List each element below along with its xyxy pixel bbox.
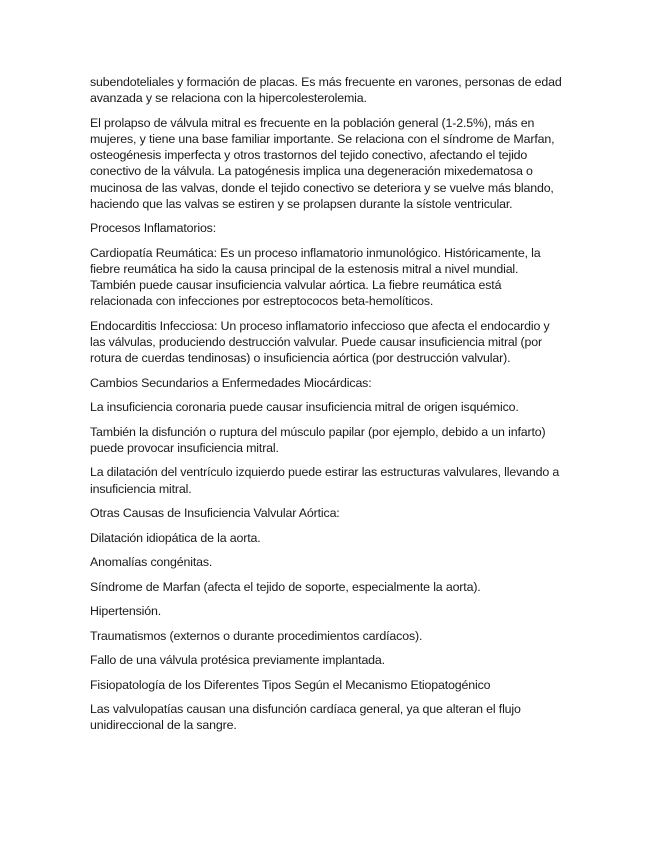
paragraph-insuficiencia-coronaria: La insuficiencia coronaria puede causar insuficiencia mitral de origen isquémico. bbox=[90, 400, 519, 415]
paragraph-placas: subendoteliales y formación de placas. Es más frecuente en varones, personas de edad avanzada y se relaciona con la hipercolesterolemia. bbox=[90, 75, 562, 106]
list-item-anomalias: Anomalías congénitas. bbox=[90, 555, 213, 570]
heading-fisiopatologia: Fisiopatología de los Diferentes Tipos Según el Mecanismo Etiopatogénico bbox=[90, 677, 491, 692]
list-item-dilatacion-aorta: Dilatación idiopática de la aorta. bbox=[90, 530, 261, 545]
paragraph-valvulopatias: Las valvulopatías causan una disfunción cardíaca general, ya que alteran el flujo unidireccional de la sangre. bbox=[90, 702, 521, 733]
heading-cambios-secundarios: Cambios Secundarios a Enfermedades Miocárdicas: bbox=[90, 375, 372, 390]
document-page bbox=[90, 74, 565, 742]
heading-otras-causas: Otras Causas de Insuficiencia Valvular Aórtica: bbox=[90, 506, 340, 521]
paragraph-endocarditis: Endocarditis Infecciosa: Un proceso inflamatorio infeccioso que afecta el endocardio y las válvulas, produciendo destrucción valvular. Puede causar insuficiencia mitral (por rotura de cuerdas tendinosas) o insuficiencia aórtica (por destrucción valvular). bbox=[90, 318, 550, 366]
list-item-hipertension: Hipertensión. bbox=[90, 604, 162, 619]
list-item-traumatismos: Traumatismos (externos o durante procedimientos cardíacos). bbox=[90, 628, 423, 643]
list-item-valvula-protesica: Fallo de una válvula protésica previamente implantada. bbox=[90, 653, 385, 668]
list-item-marfan: Síndrome de Marfan (afecta el tejido de soporte, especialmente la aorta). bbox=[90, 579, 481, 594]
heading-procesos-inflamatorios: Procesos Inflamatorios: bbox=[90, 221, 217, 236]
paragraph-prolapso-mitral: El prolapso de válvula mitral es frecuente en la población general (1-2.5%), más en mujeres, y tiene una base familiar importante. Se relaciona con el síndrome de Marfan, osteogénesis imperfecta y otros trastornos del tejido conectivo, afectando el tejido conectivo de la válvula. La patogénesis implica una degeneración mixedematosa o mucinosa de las valvas, donde el tejido conectivo se deteriora y se vuelve más blando, haciendo que las valvas se estiren y se prolapsen durante la sístole ventricular. bbox=[90, 115, 555, 211]
paragraph-dilatacion-ventriculo: La dilatación del ventrículo izquierdo puede estirar las estructuras valvulares, llevando a insuficiencia mitral. bbox=[90, 465, 560, 496]
paragraph-cardiopatia-reumatica: Cardiopatía Reumática: Es un proceso inflamatorio inmunológico. Históricamente, la fiebre reumática ha sido la causa principal de la estenosis mitral a nivel mundial. También puede causar insuficiencia valvular aórtica. La fiebre reumática está relacionada con infecciones por estreptococos beta-hemolíticos. bbox=[90, 245, 541, 309]
paragraph-musculo-papilar: También la disfunción o ruptura del músculo papilar (por ejemplo, debido a un infarto) puede provocar insuficiencia mitral. bbox=[90, 424, 546, 455]
